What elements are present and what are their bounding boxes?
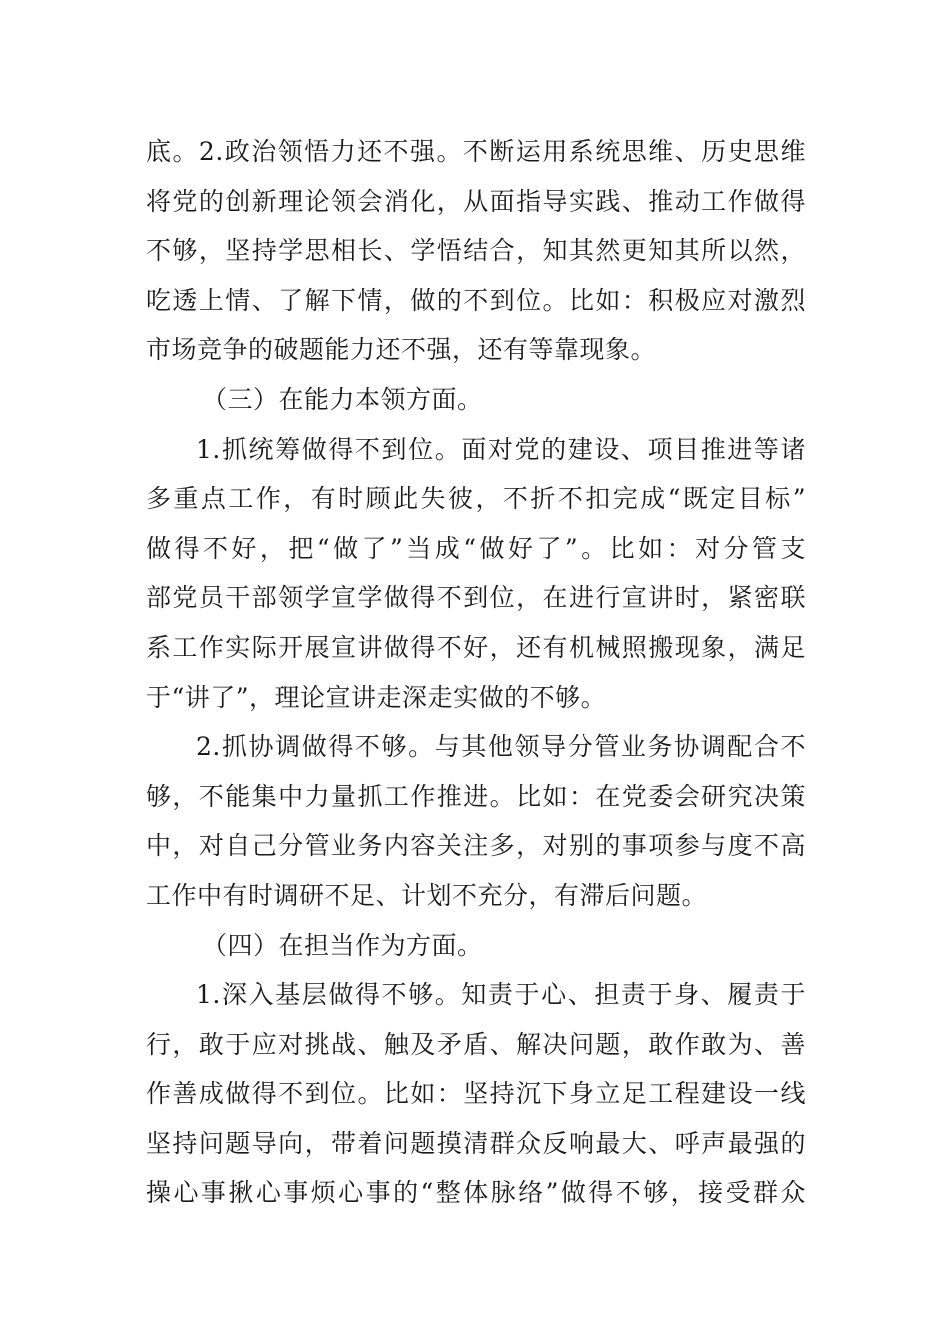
text-line: 多重点工作，有时顾此失彼，不折不扣完成“既定目标” (146, 484, 806, 514)
text-line: 部党员干部领学宣学做得不到位，在进行宣讲时，紧密联 (146, 583, 806, 613)
text-line: 市场竞争的破题能力还不强，还有等靠现象。 (146, 335, 657, 365)
document-body (146, 127, 806, 1218)
text-line: 于“讲了”，理论宣讲走深走实做的不够。 (146, 682, 607, 712)
text-line: 中，对自己分管业务内容关注多，对别的事项参与度不高 (146, 831, 806, 861)
text-line: 不够，坚持学思相长、学悟结合，知其然更知其所以然， (146, 236, 806, 266)
text-line: 作善成做得不到位。比如：坚持沉下身立足工程建设一线 (146, 1079, 806, 1109)
section-heading: （四）在担当作为方面。 (202, 930, 483, 960)
text-line: 2.抓协调做得不够。与其他领导分管业务协调配合不 (196, 732, 806, 762)
text-line: 1.抓统筹做得不到位。面对党的建设、项目推进等诸 (196, 434, 806, 464)
text-line: 底。2.政治领悟力还不强。不断运用系统思维、历史思维 (146, 137, 806, 166)
text-line: 工作中有时调研不足、计划不充分，有滞后问题。 (146, 880, 708, 910)
text-line: 做得不好，把“做了”当成“做好了”。比如：对分管支 (146, 533, 806, 563)
text-line: 系工作实际开展宣讲做得不好，还有机械照搬现象，满足 (146, 632, 806, 662)
text-line: 行，敢于应对挑战、触及矛盾、解决问题，敢作敢为、善 (146, 1029, 806, 1059)
text-line: 将党的创新理论领会消化，从面指导实践、推动工作做得 (146, 186, 806, 216)
section-heading: （三）在能力本领方面。 (202, 384, 483, 414)
text-line: 1.深入基层做得不够。知责于心、担责于身、履责于 (196, 980, 806, 1010)
text-line: 吃透上情、了解下情，做的不到位。比如：积极应对激烈 (146, 285, 806, 315)
text-line: 坚持问题导向，带着问题摸清群众反响最大、呼声最强的 (146, 1128, 806, 1158)
text-line: 够，不能集中力量抓工作推进。比如：在党委会研究决策 (146, 781, 806, 811)
text-line: 操心事揪心事烦心事的“整体脉络”做得不够，接受群众 (146, 1178, 806, 1208)
